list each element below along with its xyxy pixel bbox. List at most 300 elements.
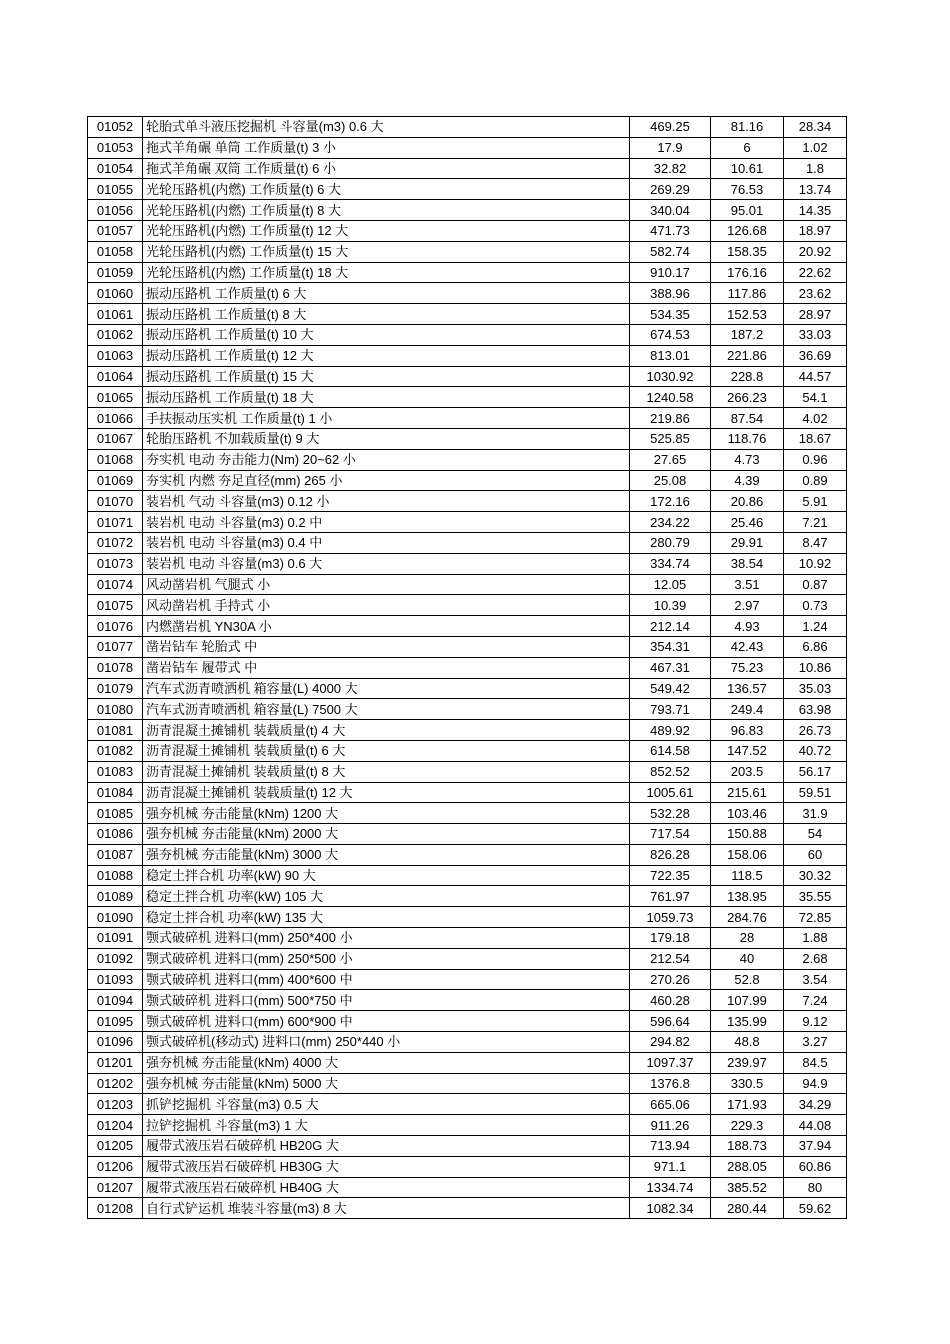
machine-name-cell: 拉铲挖掘机 斗容量(m3) 1 大 bbox=[143, 1115, 630, 1136]
repair-value-cell: 3.27 bbox=[784, 1032, 847, 1053]
table-row bbox=[88, 886, 847, 907]
machine-code-cell: 01201 bbox=[88, 1052, 143, 1073]
machine-code-cell: 01058 bbox=[88, 241, 143, 262]
machine-code-cell: 01060 bbox=[88, 283, 143, 304]
table-row bbox=[88, 220, 847, 241]
depreciation-value-cell: 48.8 bbox=[711, 1032, 784, 1053]
table-row bbox=[88, 241, 847, 262]
repair-value-cell: 59.51 bbox=[784, 782, 847, 803]
machine-code-cell: 01082 bbox=[88, 740, 143, 761]
depreciation-value-cell: 284.76 bbox=[711, 907, 784, 928]
machine-name-cell: 履带式液压岩石破碎机 HB30G 大 bbox=[143, 1156, 630, 1177]
machine-code-cell: 01069 bbox=[88, 470, 143, 491]
machine-name-cell: 履带式液压岩石破碎机 HB40G 大 bbox=[143, 1177, 630, 1198]
repair-value-cell: 54.1 bbox=[784, 387, 847, 408]
price-value-cell: 1097.37 bbox=[630, 1052, 711, 1073]
machine-name-cell: 光轮压路机(内燃) 工作质量(t) 8 大 bbox=[143, 200, 630, 221]
depreciation-value-cell: 4.39 bbox=[711, 470, 784, 491]
machine-code-cell: 01071 bbox=[88, 512, 143, 533]
machine-name-cell: 汽车式沥青喷洒机 箱容量(L) 7500 大 bbox=[143, 699, 630, 720]
depreciation-value-cell: 4.73 bbox=[711, 449, 784, 470]
repair-value-cell: 72.85 bbox=[784, 907, 847, 928]
repair-value-cell: 44.57 bbox=[784, 366, 847, 387]
repair-value-cell: 9.12 bbox=[784, 1011, 847, 1032]
repair-value-cell: 23.62 bbox=[784, 283, 847, 304]
table-row bbox=[88, 449, 847, 470]
machine-name-cell: 光轮压路机(内燃) 工作质量(t) 6 大 bbox=[143, 179, 630, 200]
machine-code-cell: 01087 bbox=[88, 844, 143, 865]
repair-value-cell: 35.03 bbox=[784, 678, 847, 699]
price-value-cell: 27.65 bbox=[630, 449, 711, 470]
table-row bbox=[88, 553, 847, 574]
machine-code-cell: 01081 bbox=[88, 720, 143, 741]
machine-name-cell: 稳定土拌合机 功率(kW) 135 大 bbox=[143, 907, 630, 928]
depreciation-value-cell: 187.2 bbox=[711, 324, 784, 345]
depreciation-value-cell: 228.8 bbox=[711, 366, 784, 387]
table-row bbox=[88, 470, 847, 491]
machine-name-cell: 凿岩钻车 履带式 中 bbox=[143, 657, 630, 678]
price-value-cell: 1376.8 bbox=[630, 1073, 711, 1094]
machine-name-cell: 强夯机械 夯击能量(kNm) 5000 大 bbox=[143, 1073, 630, 1094]
machine-code-cell: 01059 bbox=[88, 262, 143, 283]
repair-value-cell: 40.72 bbox=[784, 740, 847, 761]
price-value-cell: 1030.92 bbox=[630, 366, 711, 387]
depreciation-value-cell: 95.01 bbox=[711, 200, 784, 221]
price-value-cell: 1334.74 bbox=[630, 1177, 711, 1198]
table-row bbox=[88, 512, 847, 533]
table-row bbox=[88, 304, 847, 325]
machine-name-cell: 夯实机 电动 夯击能力(Nm) 20~62 小 bbox=[143, 449, 630, 470]
repair-value-cell: 30.32 bbox=[784, 865, 847, 886]
depreciation-value-cell: 136.57 bbox=[711, 678, 784, 699]
depreciation-value-cell: 150.88 bbox=[711, 824, 784, 845]
table-row bbox=[88, 1136, 847, 1157]
repair-value-cell: 1.88 bbox=[784, 928, 847, 949]
repair-value-cell: 7.21 bbox=[784, 512, 847, 533]
price-value-cell: 826.28 bbox=[630, 844, 711, 865]
table-row bbox=[88, 283, 847, 304]
repair-value-cell: 0.73 bbox=[784, 595, 847, 616]
depreciation-value-cell: 135.99 bbox=[711, 1011, 784, 1032]
machine-name-cell: 振动压路机 工作质量(t) 12 大 bbox=[143, 345, 630, 366]
repair-value-cell: 10.86 bbox=[784, 657, 847, 678]
price-value-cell: 549.42 bbox=[630, 678, 711, 699]
price-value-cell: 1005.61 bbox=[630, 782, 711, 803]
price-value-cell: 471.73 bbox=[630, 220, 711, 241]
price-value-cell: 212.54 bbox=[630, 948, 711, 969]
machine-code-cell: 01085 bbox=[88, 803, 143, 824]
price-value-cell: 722.35 bbox=[630, 865, 711, 886]
repair-value-cell: 7.24 bbox=[784, 990, 847, 1011]
machine-code-cell: 01092 bbox=[88, 948, 143, 969]
table-row bbox=[88, 1177, 847, 1198]
machine-code-cell: 01065 bbox=[88, 387, 143, 408]
depreciation-value-cell: 52.8 bbox=[711, 969, 784, 990]
price-value-cell: 179.18 bbox=[630, 928, 711, 949]
repair-value-cell: 34.29 bbox=[784, 1094, 847, 1115]
price-value-cell: 614.58 bbox=[630, 740, 711, 761]
repair-value-cell: 80 bbox=[784, 1177, 847, 1198]
machine-name-cell: 颚式破碎机 进料口(mm) 600*900 中 bbox=[143, 1011, 630, 1032]
machine-code-cell: 01063 bbox=[88, 345, 143, 366]
repair-value-cell: 5.91 bbox=[784, 491, 847, 512]
table-row bbox=[88, 117, 847, 138]
price-value-cell: 469.25 bbox=[630, 117, 711, 138]
machine-name-cell: 拖式羊角碾 双筒 工作质量(t) 6 小 bbox=[143, 158, 630, 179]
machine-name-cell: 凿岩钻车 轮胎式 中 bbox=[143, 636, 630, 657]
price-value-cell: 1082.34 bbox=[630, 1198, 711, 1219]
machine-code-cell: 01079 bbox=[88, 678, 143, 699]
machine-name-cell: 强夯机械 夯击能量(kNm) 1200 大 bbox=[143, 803, 630, 824]
price-value-cell: 761.97 bbox=[630, 886, 711, 907]
depreciation-value-cell: 152.53 bbox=[711, 304, 784, 325]
repair-value-cell: 54 bbox=[784, 824, 847, 845]
price-value-cell: 534.35 bbox=[630, 304, 711, 325]
machine-name-cell: 光轮压路机(内燃) 工作质量(t) 15 大 bbox=[143, 241, 630, 262]
depreciation-value-cell: 158.06 bbox=[711, 844, 784, 865]
repair-value-cell: 35.55 bbox=[784, 886, 847, 907]
table-row bbox=[88, 678, 847, 699]
machine-code-cell: 01062 bbox=[88, 324, 143, 345]
depreciation-value-cell: 280.44 bbox=[711, 1198, 784, 1219]
table-row bbox=[88, 657, 847, 678]
repair-value-cell: 94.9 bbox=[784, 1073, 847, 1094]
repair-value-cell: 6.86 bbox=[784, 636, 847, 657]
repair-value-cell: 37.94 bbox=[784, 1136, 847, 1157]
machine-name-cell: 颚式破碎机(移动式) 进料口(mm) 250*440 小 bbox=[143, 1032, 630, 1053]
repair-value-cell: 84.5 bbox=[784, 1052, 847, 1073]
machine-code-cell: 01206 bbox=[88, 1156, 143, 1177]
depreciation-value-cell: 176.16 bbox=[711, 262, 784, 283]
depreciation-value-cell: 20.86 bbox=[711, 491, 784, 512]
machine-code-cell: 01203 bbox=[88, 1094, 143, 1115]
machine-code-cell: 01075 bbox=[88, 595, 143, 616]
depreciation-value-cell: 203.5 bbox=[711, 761, 784, 782]
price-value-cell: 525.85 bbox=[630, 428, 711, 449]
price-value-cell: 460.28 bbox=[630, 990, 711, 1011]
depreciation-value-cell: 118.5 bbox=[711, 865, 784, 886]
table-row bbox=[88, 844, 847, 865]
machine-code-cell: 01073 bbox=[88, 553, 143, 574]
depreciation-value-cell: 138.95 bbox=[711, 886, 784, 907]
repair-value-cell: 2.68 bbox=[784, 948, 847, 969]
table-row bbox=[88, 824, 847, 845]
repair-value-cell: 1.8 bbox=[784, 158, 847, 179]
machine-name-cell: 装岩机 电动 斗容量(m3) 0.4 中 bbox=[143, 532, 630, 553]
machine-name-cell: 光轮压路机(内燃) 工作质量(t) 18 大 bbox=[143, 262, 630, 283]
depreciation-value-cell: 2.97 bbox=[711, 595, 784, 616]
price-value-cell: 25.08 bbox=[630, 470, 711, 491]
table-row bbox=[88, 1052, 847, 1073]
repair-value-cell: 28.97 bbox=[784, 304, 847, 325]
price-value-cell: 674.53 bbox=[630, 324, 711, 345]
table-row bbox=[88, 907, 847, 928]
machine-name-cell: 颚式破碎机 进料口(mm) 400*600 中 bbox=[143, 969, 630, 990]
machine-name-cell: 沥青混凝土摊铺机 装载质量(t) 6 大 bbox=[143, 740, 630, 761]
depreciation-value-cell: 118.76 bbox=[711, 428, 784, 449]
price-value-cell: 532.28 bbox=[630, 803, 711, 824]
depreciation-value-cell: 229.3 bbox=[711, 1115, 784, 1136]
machine-code-cell: 01068 bbox=[88, 449, 143, 470]
depreciation-value-cell: 40 bbox=[711, 948, 784, 969]
depreciation-value-cell: 25.46 bbox=[711, 512, 784, 533]
price-value-cell: 582.74 bbox=[630, 241, 711, 262]
machine-code-cell: 01074 bbox=[88, 574, 143, 595]
repair-value-cell: 0.89 bbox=[784, 470, 847, 491]
table-row bbox=[88, 262, 847, 283]
machine-name-cell: 拖式羊角碾 单筒 工作质量(t) 3 小 bbox=[143, 137, 630, 158]
machine-name-cell: 光轮压路机(内燃) 工作质量(t) 12 大 bbox=[143, 220, 630, 241]
table-row bbox=[88, 1073, 847, 1094]
table-row bbox=[88, 1198, 847, 1219]
repair-value-cell: 13.74 bbox=[784, 179, 847, 200]
table-row bbox=[88, 720, 847, 741]
machine-code-cell: 01077 bbox=[88, 636, 143, 657]
machine-code-cell: 01091 bbox=[88, 928, 143, 949]
repair-value-cell: 22.62 bbox=[784, 262, 847, 283]
machine-code-cell: 01202 bbox=[88, 1073, 143, 1094]
price-value-cell: 717.54 bbox=[630, 824, 711, 845]
machine-name-cell: 振动压路机 工作质量(t) 15 大 bbox=[143, 366, 630, 387]
price-value-cell: 12.05 bbox=[630, 574, 711, 595]
price-value-cell: 911.26 bbox=[630, 1115, 711, 1136]
machine-code-cell: 01076 bbox=[88, 616, 143, 637]
table-row bbox=[88, 574, 847, 595]
table-row bbox=[88, 1094, 847, 1115]
machine-name-cell: 振动压路机 工作质量(t) 10 大 bbox=[143, 324, 630, 345]
price-value-cell: 852.52 bbox=[630, 761, 711, 782]
table-row bbox=[88, 179, 847, 200]
machine-name-cell: 轮胎式单斗液压挖掘机 斗容量(m3) 0.6 大 bbox=[143, 117, 630, 138]
depreciation-value-cell: 29.91 bbox=[711, 532, 784, 553]
depreciation-value-cell: 249.4 bbox=[711, 699, 784, 720]
repair-value-cell: 44.08 bbox=[784, 1115, 847, 1136]
depreciation-value-cell: 81.16 bbox=[711, 117, 784, 138]
repair-value-cell: 0.87 bbox=[784, 574, 847, 595]
repair-value-cell: 18.97 bbox=[784, 220, 847, 241]
price-value-cell: 971.1 bbox=[630, 1156, 711, 1177]
machine-name-cell: 风动凿岩机 气腿式 小 bbox=[143, 574, 630, 595]
price-value-cell: 340.04 bbox=[630, 200, 711, 221]
depreciation-value-cell: 147.52 bbox=[711, 740, 784, 761]
table-row bbox=[88, 200, 847, 221]
repair-value-cell: 18.67 bbox=[784, 428, 847, 449]
depreciation-value-cell: 117.86 bbox=[711, 283, 784, 304]
machine-code-cell: 01070 bbox=[88, 491, 143, 512]
table-row bbox=[88, 428, 847, 449]
repair-value-cell: 28.34 bbox=[784, 117, 847, 138]
table-row bbox=[88, 928, 847, 949]
depreciation-value-cell: 6 bbox=[711, 137, 784, 158]
repair-value-cell: 1.24 bbox=[784, 616, 847, 637]
machine-name-cell: 沥青混凝土摊铺机 装载质量(t) 12 大 bbox=[143, 782, 630, 803]
price-value-cell: 1059.73 bbox=[630, 907, 711, 928]
machine-code-cell: 01090 bbox=[88, 907, 143, 928]
machine-code-cell: 01096 bbox=[88, 1032, 143, 1053]
machine-name-cell: 抓铲挖掘机 斗容量(m3) 0.5 大 bbox=[143, 1094, 630, 1115]
machine-code-cell: 01072 bbox=[88, 532, 143, 553]
price-value-cell: 212.14 bbox=[630, 616, 711, 637]
table-row bbox=[88, 865, 847, 886]
price-value-cell: 596.64 bbox=[630, 1011, 711, 1032]
price-value-cell: 489.92 bbox=[630, 720, 711, 741]
machine-code-cell: 01088 bbox=[88, 865, 143, 886]
depreciation-value-cell: 42.43 bbox=[711, 636, 784, 657]
machine-code-cell: 01204 bbox=[88, 1115, 143, 1136]
depreciation-value-cell: 221.86 bbox=[711, 345, 784, 366]
price-value-cell: 910.17 bbox=[630, 262, 711, 283]
repair-value-cell: 8.47 bbox=[784, 532, 847, 553]
depreciation-value-cell: 330.5 bbox=[711, 1073, 784, 1094]
machine-name-cell: 手扶振动压实机 工作质量(t) 1 小 bbox=[143, 408, 630, 429]
table-row bbox=[88, 345, 847, 366]
machine-name-cell: 履带式液压岩石破碎机 HB20G 大 bbox=[143, 1136, 630, 1157]
repair-value-cell: 10.92 bbox=[784, 553, 847, 574]
table-row bbox=[88, 948, 847, 969]
depreciation-value-cell: 107.99 bbox=[711, 990, 784, 1011]
machine-code-cell: 01093 bbox=[88, 969, 143, 990]
table-row bbox=[88, 990, 847, 1011]
table-row bbox=[88, 616, 847, 637]
machine-code-cell: 01064 bbox=[88, 366, 143, 387]
price-value-cell: 10.39 bbox=[630, 595, 711, 616]
table-row bbox=[88, 740, 847, 761]
machine-code-cell: 01054 bbox=[88, 158, 143, 179]
table-row bbox=[88, 1032, 847, 1053]
price-value-cell: 813.01 bbox=[630, 345, 711, 366]
machine-name-cell: 颚式破碎机 进料口(mm) 250*500 小 bbox=[143, 948, 630, 969]
machine-code-cell: 01055 bbox=[88, 179, 143, 200]
depreciation-value-cell: 171.93 bbox=[711, 1094, 784, 1115]
price-value-cell: 467.31 bbox=[630, 657, 711, 678]
machine-code-cell: 01095 bbox=[88, 1011, 143, 1032]
depreciation-value-cell: 75.23 bbox=[711, 657, 784, 678]
depreciation-value-cell: 76.53 bbox=[711, 179, 784, 200]
machine-name-cell: 强夯机械 夯击能量(kNm) 4000 大 bbox=[143, 1052, 630, 1073]
price-value-cell: 354.31 bbox=[630, 636, 711, 657]
table-row bbox=[88, 1115, 847, 1136]
depreciation-value-cell: 103.46 bbox=[711, 803, 784, 824]
price-value-cell: 234.22 bbox=[630, 512, 711, 533]
machine-code-cell: 01094 bbox=[88, 990, 143, 1011]
repair-value-cell: 20.92 bbox=[784, 241, 847, 262]
repair-value-cell: 33.03 bbox=[784, 324, 847, 345]
depreciation-value-cell: 239.97 bbox=[711, 1052, 784, 1073]
price-value-cell: 17.9 bbox=[630, 137, 711, 158]
price-value-cell: 280.79 bbox=[630, 532, 711, 553]
table-row bbox=[88, 532, 847, 553]
machine-name-cell: 内燃凿岩机 YN30A 小 bbox=[143, 616, 630, 637]
machine-code-cell: 01086 bbox=[88, 824, 143, 845]
table-row bbox=[88, 761, 847, 782]
table-row bbox=[88, 969, 847, 990]
table-row bbox=[88, 1011, 847, 1032]
table-row bbox=[88, 408, 847, 429]
machine-code-cell: 01052 bbox=[88, 117, 143, 138]
machine-code-cell: 01084 bbox=[88, 782, 143, 803]
machine-name-cell: 振动压路机 工作质量(t) 8 大 bbox=[143, 304, 630, 325]
repair-value-cell: 63.98 bbox=[784, 699, 847, 720]
table-row bbox=[88, 387, 847, 408]
repair-value-cell: 4.02 bbox=[784, 408, 847, 429]
depreciation-value-cell: 385.52 bbox=[711, 1177, 784, 1198]
repair-value-cell: 26.73 bbox=[784, 720, 847, 741]
depreciation-value-cell: 126.68 bbox=[711, 220, 784, 241]
price-value-cell: 269.29 bbox=[630, 179, 711, 200]
machine-code-cell: 01080 bbox=[88, 699, 143, 720]
repair-value-cell: 60.86 bbox=[784, 1156, 847, 1177]
machine-name-cell: 振动压路机 工作质量(t) 18 大 bbox=[143, 387, 630, 408]
machine-name-cell: 沥青混凝土摊铺机 装载质量(t) 8 大 bbox=[143, 761, 630, 782]
repair-value-cell: 31.9 bbox=[784, 803, 847, 824]
machine-code-cell: 01083 bbox=[88, 761, 143, 782]
depreciation-value-cell: 96.83 bbox=[711, 720, 784, 741]
price-value-cell: 388.96 bbox=[630, 283, 711, 304]
repair-value-cell: 56.17 bbox=[784, 761, 847, 782]
repair-value-cell: 3.54 bbox=[784, 969, 847, 990]
price-value-cell: 334.74 bbox=[630, 553, 711, 574]
machinery-table bbox=[87, 116, 847, 1219]
repair-value-cell: 60 bbox=[784, 844, 847, 865]
machine-code-cell: 01067 bbox=[88, 428, 143, 449]
machine-code-cell: 01078 bbox=[88, 657, 143, 678]
table-row bbox=[88, 324, 847, 345]
table-row bbox=[88, 491, 847, 512]
machine-code-cell: 01053 bbox=[88, 137, 143, 158]
machinery-table-body bbox=[88, 117, 847, 1219]
table-row bbox=[88, 699, 847, 720]
repair-value-cell: 14.35 bbox=[784, 200, 847, 221]
table-row bbox=[88, 137, 847, 158]
price-value-cell: 793.71 bbox=[630, 699, 711, 720]
table-row bbox=[88, 366, 847, 387]
machine-name-cell: 装岩机 电动 斗容量(m3) 0.2 中 bbox=[143, 512, 630, 533]
depreciation-value-cell: 158.35 bbox=[711, 241, 784, 262]
price-value-cell: 32.82 bbox=[630, 158, 711, 179]
repair-value-cell: 59.62 bbox=[784, 1198, 847, 1219]
machine-code-cell: 01057 bbox=[88, 220, 143, 241]
price-value-cell: 1240.58 bbox=[630, 387, 711, 408]
price-value-cell: 665.06 bbox=[630, 1094, 711, 1115]
machine-name-cell: 颚式破碎机 进料口(mm) 250*400 小 bbox=[143, 928, 630, 949]
machine-name-cell: 稳定土拌合机 功率(kW) 105 大 bbox=[143, 886, 630, 907]
price-value-cell: 172.16 bbox=[630, 491, 711, 512]
machine-name-cell: 装岩机 电动 斗容量(m3) 0.6 大 bbox=[143, 553, 630, 574]
repair-value-cell: 1.02 bbox=[784, 137, 847, 158]
machine-name-cell: 沥青混凝土摊铺机 装载质量(t) 4 大 bbox=[143, 720, 630, 741]
machine-code-cell: 01061 bbox=[88, 304, 143, 325]
depreciation-value-cell: 4.93 bbox=[711, 616, 784, 637]
machine-code-cell: 01207 bbox=[88, 1177, 143, 1198]
price-value-cell: 219.86 bbox=[630, 408, 711, 429]
depreciation-value-cell: 288.05 bbox=[711, 1156, 784, 1177]
machine-name-cell: 自行式铲运机 堆装斗容量(m3) 8 大 bbox=[143, 1198, 630, 1219]
table-row bbox=[88, 1156, 847, 1177]
price-value-cell: 270.26 bbox=[630, 969, 711, 990]
table-row bbox=[88, 595, 847, 616]
repair-value-cell: 36.69 bbox=[784, 345, 847, 366]
depreciation-value-cell: 10.61 bbox=[711, 158, 784, 179]
machine-code-cell: 01205 bbox=[88, 1136, 143, 1157]
machine-code-cell: 01056 bbox=[88, 200, 143, 221]
machine-name-cell: 振动压路机 工作质量(t) 6 大 bbox=[143, 283, 630, 304]
depreciation-value-cell: 3.51 bbox=[711, 574, 784, 595]
machine-name-cell: 颚式破碎机 进料口(mm) 500*750 中 bbox=[143, 990, 630, 1011]
machine-name-cell: 轮胎压路机 不加载质量(t) 9 大 bbox=[143, 428, 630, 449]
machine-code-cell: 01066 bbox=[88, 408, 143, 429]
machine-code-cell: 01208 bbox=[88, 1198, 143, 1219]
depreciation-value-cell: 38.54 bbox=[711, 553, 784, 574]
